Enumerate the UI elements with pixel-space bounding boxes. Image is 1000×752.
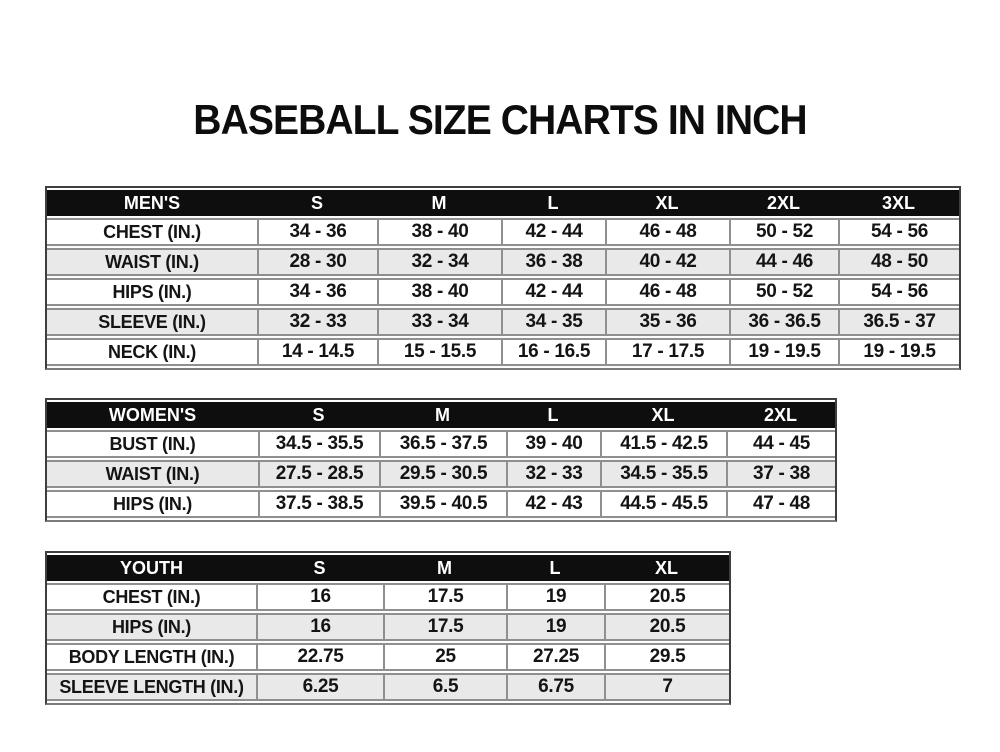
womens-size-table [45, 398, 837, 522]
measurement-label: SLEEVE (IN.) [47, 308, 257, 336]
youth-size-table [45, 551, 731, 705]
group-header: YOUTH [47, 555, 256, 581]
size-value: 32 - 34 [377, 248, 501, 276]
size-value: 25 [383, 643, 506, 671]
size-value: 6.75 [506, 673, 604, 701]
size-value: 19 - 19.5 [729, 338, 838, 366]
size-value: 20.5 [604, 613, 729, 641]
group-header: WOMEN'S [47, 402, 258, 428]
size-value: 29.5 [604, 643, 729, 671]
size-value: 16 [256, 583, 383, 611]
header-row [47, 190, 959, 216]
size-value: 34.5 - 35.5 [600, 460, 726, 488]
size-value: 41.5 - 42.5 [600, 430, 726, 458]
size-column-header: S [257, 190, 377, 216]
size-column-header: XL [600, 402, 726, 428]
size-value: 27.5 - 28.5 [258, 460, 379, 488]
size-value: 36.5 - 37 [838, 308, 959, 336]
size-value: 19 [506, 613, 604, 641]
table-row [47, 248, 959, 276]
size-value: 22.75 [256, 643, 383, 671]
size-column-header: L [501, 190, 605, 216]
header-row [47, 555, 729, 581]
table-row [47, 460, 835, 488]
size-value: 17.5 [383, 583, 506, 611]
measurement-label: WAIST (IN.) [47, 248, 257, 276]
table-row [47, 490, 835, 518]
size-value: 17.5 [383, 613, 506, 641]
measurement-label: HIPS (IN.) [47, 278, 257, 306]
size-value: 34.5 - 35.5 [258, 430, 379, 458]
size-column-header: L [506, 402, 600, 428]
size-column-header: M [383, 555, 506, 581]
size-column-header: XL [605, 190, 729, 216]
size-column-header: 2XL [729, 190, 838, 216]
size-value: 34 - 36 [257, 218, 377, 246]
size-value: 50 - 52 [729, 218, 838, 246]
size-value: 36 - 38 [501, 248, 605, 276]
size-value: 19 - 19.5 [838, 338, 959, 366]
size-column-header: M [379, 402, 506, 428]
header-row [47, 402, 835, 428]
measurement-label: NECK (IN.) [47, 338, 257, 366]
size-value: 20.5 [604, 583, 729, 611]
table-row [47, 308, 959, 336]
size-value: 46 - 48 [605, 278, 729, 306]
size-value: 17 - 17.5 [605, 338, 729, 366]
measurement-label: HIPS (IN.) [47, 613, 256, 641]
size-column-header: 2XL [726, 402, 835, 428]
size-column-header: S [256, 555, 383, 581]
size-value: 32 - 33 [257, 308, 377, 336]
size-value: 34 - 36 [257, 278, 377, 306]
size-value: 33 - 34 [377, 308, 501, 336]
table-row [47, 430, 835, 458]
size-column-header: L [506, 555, 604, 581]
size-value: 35 - 36 [605, 308, 729, 336]
table-row [47, 643, 729, 671]
size-value: 38 - 40 [377, 218, 501, 246]
size-column-header: 3XL [838, 190, 959, 216]
size-value: 37 - 38 [726, 460, 835, 488]
size-value: 50 - 52 [729, 278, 838, 306]
measurement-label: CHEST (IN.) [47, 218, 257, 246]
mens-size-table [45, 186, 961, 370]
measurement-label: CHEST (IN.) [47, 583, 256, 611]
size-value: 36 - 36.5 [729, 308, 838, 336]
table-row [47, 218, 959, 246]
size-value: 6.25 [256, 673, 383, 701]
size-value: 32 - 33 [506, 460, 600, 488]
table-row [47, 278, 959, 306]
size-value: 47 - 48 [726, 490, 835, 518]
measurement-label: BODY LENGTH (IN.) [47, 643, 256, 671]
measurement-label: BUST (IN.) [47, 430, 258, 458]
size-value: 54 - 56 [838, 278, 959, 306]
table-row [47, 338, 959, 366]
size-value: 40 - 42 [605, 248, 729, 276]
size-value: 15 - 15.5 [377, 338, 501, 366]
size-value: 54 - 56 [838, 218, 959, 246]
size-value: 14 - 14.5 [257, 338, 377, 366]
measurement-label: HIPS (IN.) [47, 490, 258, 518]
size-value: 42 - 44 [501, 218, 605, 246]
size-value: 37.5 - 38.5 [258, 490, 379, 518]
size-value: 29.5 - 30.5 [379, 460, 506, 488]
size-value: 16 [256, 613, 383, 641]
size-value: 7 [604, 673, 729, 701]
size-value: 44 - 46 [729, 248, 838, 276]
size-value: 44 - 45 [726, 430, 835, 458]
table-row [47, 583, 729, 611]
measurement-label: SLEEVE LENGTH (IN.) [47, 673, 256, 701]
size-value: 36.5 - 37.5 [379, 430, 506, 458]
group-header: MEN'S [47, 190, 257, 216]
size-column-header: M [377, 190, 501, 216]
size-value: 48 - 50 [838, 248, 959, 276]
size-column-header: S [258, 402, 379, 428]
size-value: 38 - 40 [377, 278, 501, 306]
size-value: 27.25 [506, 643, 604, 671]
size-value: 16 - 16.5 [501, 338, 605, 366]
size-value: 6.5 [383, 673, 506, 701]
size-value: 39 - 40 [506, 430, 600, 458]
size-value: 39.5 - 40.5 [379, 490, 506, 518]
size-value: 44.5 - 45.5 [600, 490, 726, 518]
table-row [47, 613, 729, 641]
size-value: 46 - 48 [605, 218, 729, 246]
size-column-header: XL [604, 555, 729, 581]
size-value: 34 - 35 [501, 308, 605, 336]
size-value: 42 - 44 [501, 278, 605, 306]
table-row [47, 673, 729, 701]
size-value: 42 - 43 [506, 490, 600, 518]
page-title: BASEBALL SIZE CHARTS IN INCH [193, 96, 807, 144]
size-value: 28 - 30 [257, 248, 377, 276]
measurement-label: WAIST (IN.) [47, 460, 258, 488]
size-value: 19 [506, 583, 604, 611]
